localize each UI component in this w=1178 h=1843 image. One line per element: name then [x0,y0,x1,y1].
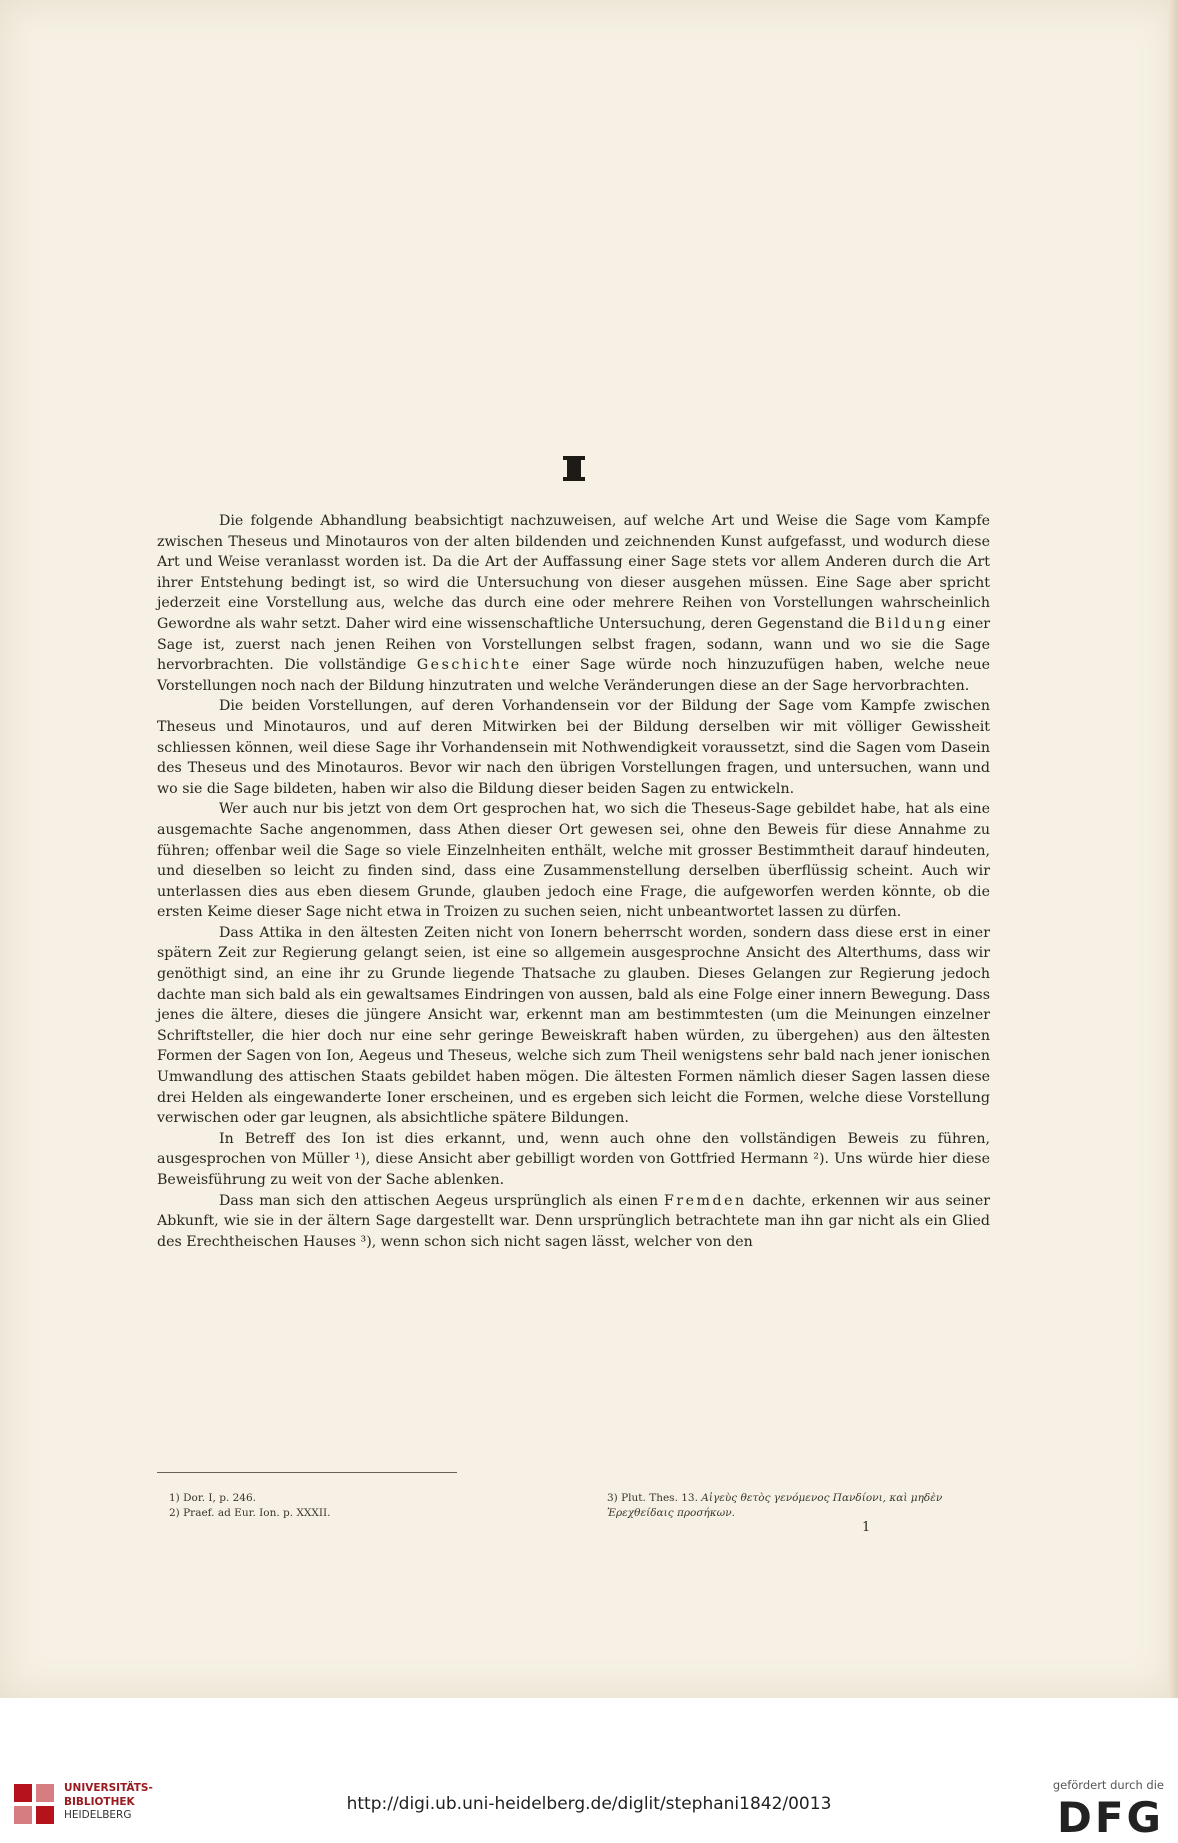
library-line-1: UNIVERSITÄTS- [64,1782,153,1794]
body-text [157,511,990,1252]
paragraph-text: Die folgende Abhandlung beabsichtigt nachzuweisen, auf welche Art und Weise die Sage vom Kampfe zwischen Theseus und Minotauros von der alten bildenden und zeichnenden Kunst aufgefasst, und wodurch diese Art und Weise veranlasst worden ist. Da die Art der Auffassung einer Sage stets vor allem Anderen durch die Art ihrer Entstehung bedingt ist, so wird die Untersuchung von dieser ausgehen müssen. Eine Sage aber spricht jederzeit eine Vorstellung aus, welche das durch eine oder mehrere Reihen von Vorstellungen wahrscheinlich Gewordne als wahr setzt. Daher wird eine wissenschaftliche Untersuchung, deren Gegenstand die [157,513,990,632]
paragraph-text: dachte, erkennen wir aus seiner Abkunft, wie sie in der ältern Sage dargestellt war. Denn ursprünglich betrachtete man ihn gar nicht als ein Glied des Erechtheischen Hauses ³), wenn schon sich nicht sagen lässt, welcher von den [157,1192,990,1250]
paragraph-text: einer Sage würde noch hinzuzufügen haben, welche neue Vorstellungen noch nach der Bildung hinzutraten und welche Veränderungen diese an der Sage hervorbrachten. [157,657,991,694]
paragraph [157,511,990,696]
emphasized-word: Fremden [664,1192,747,1209]
emphasized-word: Geschichte [416,657,522,674]
paragraph-text: Die beiden Vorstellungen, auf deren Vorhandensein vor der Bildung der Sage vom Kampfe zwischen Theseus und Minotauros, und auf deren Mitwirken bei der Bildung derselben wir mit völliger Gewissheit schliessen können, weil diese Sage ihr Vorhandensein mit Nothwendigkeit voraussetzt, sind die Sagen vom Dasein des Theseus und des Minotauros. Bevor wir nach den übrigen Vorstellungen fragen, und untersuchen, wann und wo sie die Sage bildeten, haben wir also die Bildung dieser beiden Sagen zu entwickeln. [157,698,990,797]
funder-label: gefördert durch die [1052,1778,1164,1792]
footer-bar [0,1698,1178,1843]
funder-logo[interactable] [1024,1778,1164,1840]
footnote-2: 2) Praef. ad Eur. Ion. p. XXXII. [169,1507,331,1519]
roman-numeral-glyph [567,456,581,481]
source-url[interactable]: http://digi.ub.uni-heidelberg.de/diglit/stephani1842/0013 [346,1794,832,1814]
footnotes-left [169,1491,569,1521]
paragraph [157,696,990,799]
page-number: 1 [862,1520,871,1535]
footnote-3-ref: 3) Plut. Thes. 13. [607,1492,698,1504]
footnote-rule [157,1472,457,1473]
paragraph [157,799,990,923]
paragraph-text: Dass man sich den attischen Aegeus ursprünglich als einen [219,1192,665,1209]
dfg-logo: DFG [1056,1793,1164,1842]
footnote-1: 1) Dor. I, p. 246. [169,1492,256,1504]
library-line-2: BIBLIOTHEK [64,1795,135,1808]
footnote-3-greek: Αἰγεὺς θετὸς γενόμενος Πανδίονι, καὶ μηδὲν Ἐρεχθείδαις προσήκων. [607,1492,943,1519]
library-line-3: HEIDELBERG [64,1809,132,1821]
footnotes-right [607,1491,990,1521]
paragraph [157,923,990,1129]
paragraph [157,1129,990,1191]
paragraph-text: In Betreff des Ion ist dies erkannt, und, wenn auch ohne den vollständigen Beweis zu führen, ausgesprochen von Müller ¹), diese Ansicht aber gebilligt worden von Gottfried Hermann ²). Uns würde hier diese Beweisführung zu weit von der Sache ablenken. [157,1130,990,1188]
paragraph-text: Wer auch nur bis jetzt von dem Ort gesprochen hat, wo sich die Theseus-Sage gebildet habe, hat als eine ausgemachte Sache angenommen, dass Athen dieser Ort gewesen sei, ohne den Beweis für diese Annahme zu führen; offenbar weil die Sage so viele Einzelnheiten enthält, welche mit grosser Bestimmtheit darauf hindeuten, und dieselben so leicht zu finden sind, dass eine Zusammenstellung derselben überflüssig scheint. Auch wir unterlassen dies aus eben diesem Grunde, glauben jedoch eine Frage, die aufgeworfen werden könnte, ob die ersten Keime dieser Sage nicht etwa in Troizen zu suchen seien, nicht unbeantwortet lassen zu dürfen. [157,801,990,921]
paragraph-text: einer Sage ist, zuerst nach jenen Reihen von Vorstellungen selbst fragen, sodann, wann und wo sie die Sage hervorbrachten. Die vollständige [157,615,991,674]
page-edge [1168,0,1178,1698]
emphasized-word: Bildung [874,615,949,632]
chapter-heading [157,456,990,485]
paragraph [157,1191,990,1253]
paragraph-text: Dass Attika in den ältesten Zeiten nicht von Ionern beherrscht worden, sondern dass diese erst in einer spätern Zeit zur Regierung gelangt seien, ist eine so allgemein ausgesprochne Ansicht des Alterthums, dass wir genöthigt sind, an eine ihr zu Grunde liegende Thatsache zu glauben. Dieses Gelangen zur Regierung jedoch dachte man sich bald als ein gewaltsames Eindringen von aussen, bald als eine Folge einer innern Bewegung. Dass jenes die ältere, dieses die jüngere Ansicht war, erkennt man am bestimmtesten (um die Meinungen einzelner Schriftsteller, die hier doch nur eine sehr geringe Beweiskraft haben würden, zu übergehen) aus den ältesten Formen der Sagen von Ion, Aegeus und Theseus, welche sich zum Theil wenigstens sehr bald nach jener ionischen Umwandlung des attischen Staats gebildet haben mögen. Die ältesten Formen nämlich dieser Sagen lassen diese drei Helden als eingewanderte Ioner erscheinen, und es ergeben sich leicht die Formen, welche diese Vorstellung verwischen oder gar leugnen, als absichtliche spätere Bildungen. [157,924,990,1127]
